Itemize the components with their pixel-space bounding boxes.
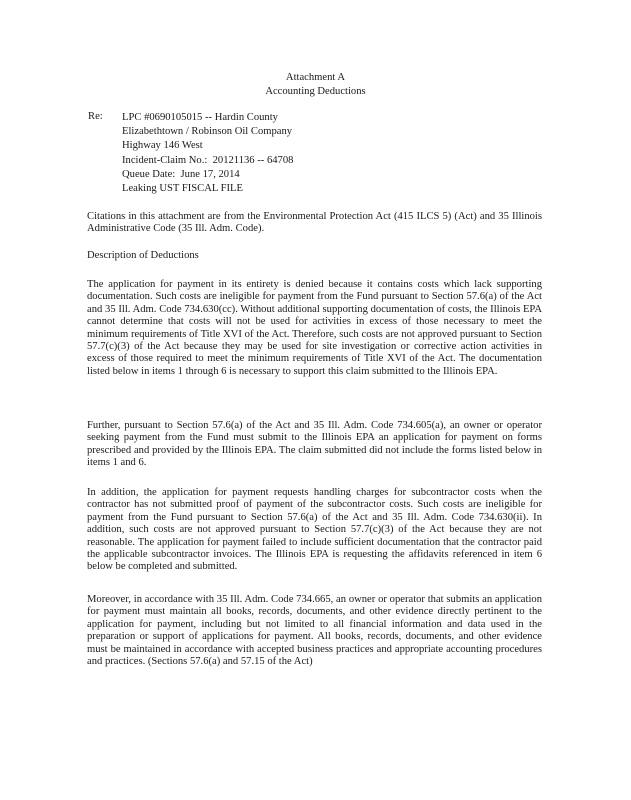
re-label: Re: bbox=[88, 111, 103, 122]
re-company-line: Elizabethtown / Robinson Oil Company bbox=[122, 126, 293, 138]
re-queue-date-line: Queue Date: June 17, 2014 bbox=[122, 168, 240, 180]
paragraph-records: Moreover, in accordance with 35 Ill. Adm. Code 734.665, an owner or operator that submits an application for payment must maintain all books, records, documents, and other evidence directly pertinent to the application for payment, including but not limited to all financial information and data used in the preparation or support of applications for payment. All books, records, documents, and other evidence must be maintained in accordance with accepted business practices and appropriate accounting procedures and practices. (Sections 57.6(a) and 57.15 of the Act) bbox=[87, 594, 542, 668]
attachment-subtitle: Accounting Deductions bbox=[265, 86, 366, 97]
re-incident-claim-line: Incident-Claim No.: 20121136 -- 64708 bbox=[122, 154, 294, 166]
citations-paragraph: Citations in this attachment are from the Environmental Protection Act (415 ILCS 5) (Act) and 35 Illinois Administrative Code (35 Ill. Adm. Code). bbox=[87, 211, 542, 235]
paragraph-denial: The application for payment in its entirety is denied because it contains costs which lack supporting documentation. Such costs are ineligible for payment from the Fund pursuant to Section 57.6(a) of the Act and 35 Ill. Adm. Code 734.630(cc). Without additional supporting documentation of costs, the Illinois EPA cannot determine that costs will not be used for activities in excess of those necessary to meet the minimum requirements of Title XVI of the Act. Therefore, such costs are not approved pursuant to Section 57.7(c)(3) of the Act because they may be used for site investigation or corrective action activities in excess of those required to meet the minimum requirements of Title XVI of the Act. The documentation listed below in items 1 through 6 is necessary to support this claim submitted to the Illinois EPA. bbox=[87, 279, 542, 377]
attachment-title: Attachment A bbox=[285, 72, 346, 83]
re-lpc-line: LPC #0690105015 -- Hardin County bbox=[122, 112, 278, 123]
re-block bbox=[122, 111, 293, 196]
paragraph-forms: Further, pursuant to Section 57.6(a) of the Act and 35 Ill. Adm. Code 734.605(a), an owner or operator seeking payment from the Fund must submit to the Illinois EPA an application for payment on forms prescribed and provided by the Illinois EPA. The claim submitted did not include the forms listed below in items 1 and 6. bbox=[87, 420, 542, 469]
paragraph-handling-charges: In addition, the application for payment requests handling charges for subcontractor costs when the contractor has not submitted proof of payment of the subcontractor costs. Such costs are ineligible for payment from the Fund pursuant to Section 57.6(a) of the Act and 35 Ill. Adm. Code 734.630(ii). In addition, such costs are not approved pursuant to Section 57.7(c)(3) of the Act because they are not reasonable. The application for payment failed to include sufficient documentation that the contractor paid the applicable subcontractor invoices. The Illinois EPA is requesting the affidavits referenced in item 6 below be completed and submitted. bbox=[87, 487, 542, 573]
re-fiscal-file-line: Leaking UST FISCAL FILE bbox=[122, 183, 243, 195]
description-heading: Description of Deductions bbox=[87, 250, 199, 261]
re-address-line: Highway 146 West bbox=[122, 140, 203, 152]
